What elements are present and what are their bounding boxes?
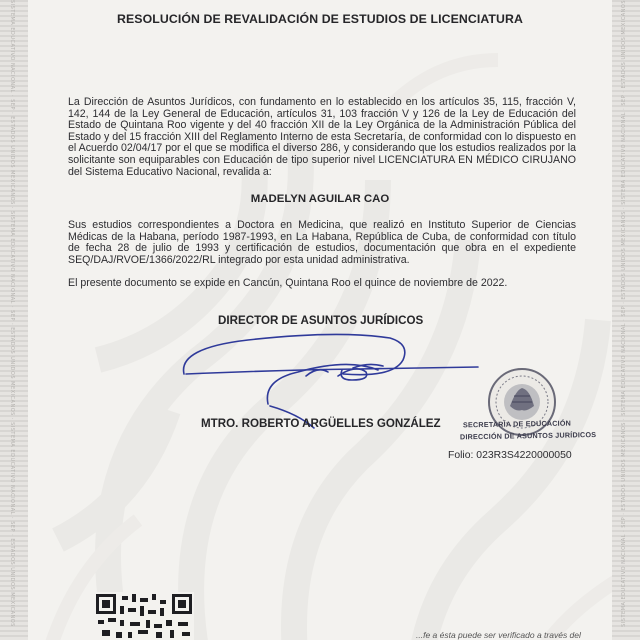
director-title: DIRECTOR DE ASUNTOS JURÍDICOS xyxy=(218,314,424,327)
legal-basis-paragraph: La Dirección de Asuntos Jurídicos, con fundamento en lo establecido en los artículos 35, 115, fracción V, 142, 144 de la Ley General de Educación, artículos 31, 103 fracción V y 126 de la Ley de Educación del Estado de Quintana Roo vigente y del 40 fracción XII de la Ley Orgánica de la Administración Pública del Estado y del 15 fracción XIII del Reglamento Interno de esta Secretaría, de conformidad con lo dispuesto en el Acuerdo 02/04/17 por el que se modifica el diverso 286, y considerando que los estudios realizados por la solicitante son equiparables con Educación de tipo superior nivel LICENCIATURA EN MÉDICO CIRUJANO del Sistema Educativo Nacional, revalida a: xyxy=(68,96,576,178)
security-border-right xyxy=(612,0,640,640)
document-page xyxy=(28,0,612,640)
verification-note: ...fe a ésta puede ser verificado a través del xyxy=(416,630,581,640)
studies-paragraph: Sus estudios correspondientes a Doctora en Medicina, que realizó en Instituto Superior de Ciencias Médicas de la Habana, período 1987-1993, en La Habana, República de Cuba, de conformidad con título de fecha 28 de julio de 1993 y certificación de estudios, documentación que obra en el expediente SEQ/DAJ/RVOE/1366/2022/RL integrado por esta unidad administrativa. xyxy=(68,219,576,266)
security-border-left xyxy=(0,0,28,640)
document-title: RESOLUCIÓN DE REVALIDACIÓN DE ESTUDIOS DE LICENCIATURA xyxy=(117,12,523,26)
border-microtext: SISTEMA EDUCATIVO NACIONAL · SEP · ESTADOS UNIDOS MEXICANOS · SISTEMA EDUCATIVO NACIONAL · SEP · ESTADOS UNIDOS MEXICANOS · SISTEMA EDUCATIVO NACIONAL · SEP · ESTADOS UNIDOS MEXICANOS xyxy=(621,0,627,627)
signer-name: MTRO. ROBERTO ARGÜELLES GONZÁLEZ xyxy=(201,417,441,430)
issuance-paragraph: El presente documento se expide en Cancún, Quintana Roo el quince de noviembre de 2022. xyxy=(68,277,508,289)
recipient-name: MADELYN AGUILAR CAO xyxy=(250,193,390,205)
seal-line-secretaria: SECRETARÍA DE EDUCACIÓN xyxy=(462,418,572,430)
folio-number: Folio: 023R3S4220000050 xyxy=(448,450,572,461)
seal-line-direccion: DIRECCIÓN DE ASUNTOS JURÍDICOS xyxy=(459,430,597,442)
border-microtext: SISTEMA EDUCATIVO NACIONAL · SEP · ESTADOS UNIDOS MEXICANOS · SISTEMA EDUCATIVO NACIONAL · SEP · ESTADOS UNIDOS MEXICANOS · SISTEMA EDUCATIVO NACIONAL · SEP · ESTADOS UNIDOS MEXICANOS xyxy=(9,0,15,627)
qr-code-icon xyxy=(94,592,194,640)
